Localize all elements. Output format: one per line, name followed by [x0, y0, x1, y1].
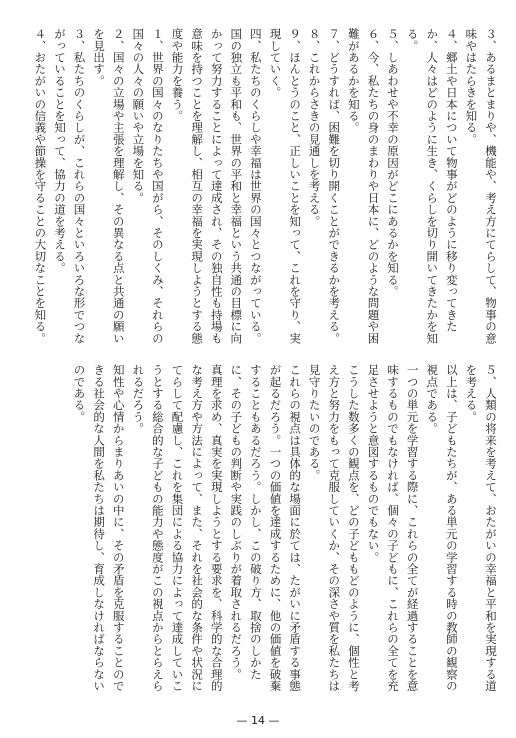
upper-text-block: [33, 28, 500, 350]
summary-seeking-truth: 真理を求め、真実を実現しようとする要求を、科学的な合理的な考え方や方法によって、また、それを社会的な条件や状況にてらして配慮し、これを集団による協力によって達成していこうとする総合的な子どもの能力や態度がこの視点からとらえられるだろう。: [131, 364, 224, 692]
item-8-future-outlook: ８、これからさきの見通しを考える。: [307, 28, 322, 227]
world-item-5-mankind-future: ５、人類の将来を考えて、おたがいの幸福と平和を実現する道を考える。: [464, 364, 498, 692]
summary-observation-viewpoint: 以上は、子どもたちが、ある単元の学習する時の教師の観察の視点である。: [425, 364, 459, 692]
lower-text-block: [44, 364, 500, 696]
world-item-2-positions: ２、国々の立場や主張を理解し、その異なる点と共通の願いを見出す。: [92, 28, 126, 344]
item-4-local-history: ４、郷土や日本について物事がどのように移り変ってきたか、人々はどのように生き、くらしを切り開いてきたかを知る。: [405, 28, 459, 344]
world-item-3-cooperation: ３、私たちのくらしが、これらの国々といろいろな形でつながっていることを知って、協力の道を考える。: [52, 28, 87, 344]
item-3-function-meaning: ３、あるまとまりや、機能や、考え方にてらして、物事の意味やはたらきを知る。: [464, 28, 498, 344]
page-number: — 14 —: [236, 714, 280, 727]
world-item-1-nations: １、世界の国々のなりたちや国がら、そのしくみ、それらの国々の人々の願いや立場を知る。: [131, 28, 165, 344]
item-5-happiness-causes: ５、しあわせや不幸の原因がどこにあるかを知る。: [386, 28, 401, 298]
summary-individuality: こうした数多くの観点を、どの子どももどのように、個性と考え方と努力をもって克服していくか、その深さや質を私たちは見守りたいのである。: [307, 364, 361, 692]
summary-unit-study: 一つの単元を学習する際に、これらの全てが経過することを意味するものでもなければ、個々の子どもに、これらの全てを充足させようと意図するものでもない。: [366, 364, 420, 692]
summary-social-person: 知性や心情からまりあいの中に、その矛盾を克服することのできる社会的な人間を私たちは期待し、育成しなければならないのである。: [72, 364, 126, 692]
item-7-overcoming-difficulties: ７、どうすれば、困難を切り開くことができるかを考える。: [327, 28, 342, 344]
summary-contradictions: これらの視点は具体的な場面に於ては、たがいに矛盾する事態が起るだろう。一つの価値を達成するために、他の価値を破棄することもあるだろう。しかし、この破り方、取捨のしかたに、その子どもの判断や実践のしぶりが着取されるだろう。: [229, 364, 303, 692]
item-9-truth-and-justice: ９、ほんとうのこと、正しいことを知って、これを守り、実現していく。: [268, 28, 303, 344]
item-6-current-problems: ６、今、私たちの身のまわりや日本に、どのような問題や困難があるかを知る。: [346, 28, 381, 344]
world-item-4-good-faith: ４、おたがいの信義や節操を守ることの大切なことを知る。: [33, 28, 48, 344]
section-4-world-connection: 四、私たちのくらしや幸福は世界の国々とつながっている。国の独立も平和も、世界の平和と幸福という共通の目標に向かって努力することによって達成され、その独自性も持場も意味を持つことを理解し、相互の幸福を実現しようとする態度や能力を養う。: [170, 28, 263, 344]
